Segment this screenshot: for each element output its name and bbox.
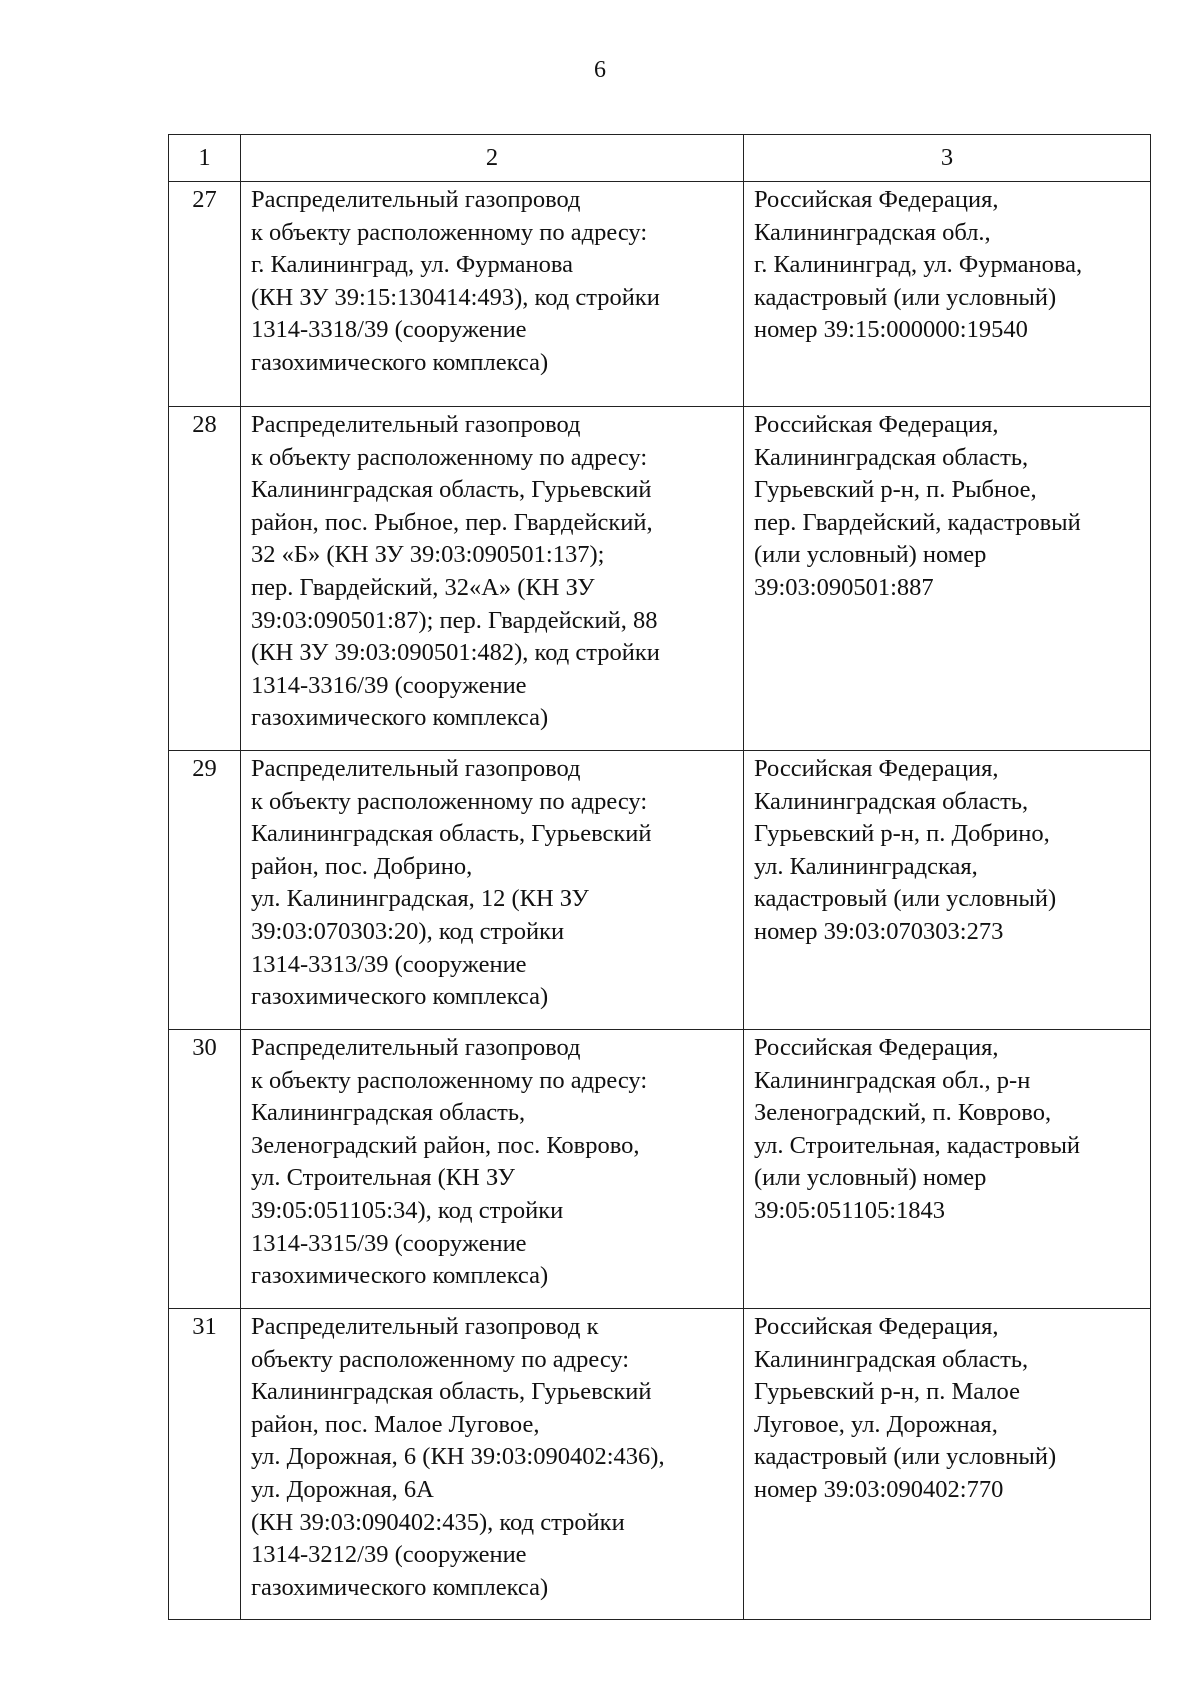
location-line: Гурьевский р-н, п. Рыбное, bbox=[754, 476, 1037, 504]
location-line: пер. Гвардейский, кадастровый bbox=[754, 508, 1081, 536]
object-line: к объекту расположенному по адресу: bbox=[251, 218, 648, 246]
location-line: Российская Федерация, bbox=[754, 1034, 999, 1061]
object-line: газохимического комплекса) bbox=[251, 1573, 549, 1601]
object-line: 32 «Б» (КН ЗУ 39:03:090501:137); bbox=[251, 541, 605, 569]
object-line: (КН 39:03:090402:435), код стройки bbox=[251, 1508, 625, 1536]
object-line: г. Калининград, ул. Фурманова bbox=[251, 251, 574, 279]
location-line: кадастровый (или условный) bbox=[754, 885, 1057, 913]
location-line: кадастровый (или условный) bbox=[754, 1443, 1057, 1471]
object-line: 1314-3212/39 (сооружение bbox=[251, 1541, 527, 1569]
table-row bbox=[169, 1309, 1151, 1620]
object-line: район, пос. Рыбное, пер. Гвардейский, bbox=[251, 508, 653, 536]
object-location bbox=[744, 182, 1151, 407]
object-line: Калининградская область, Гурьевский bbox=[251, 1378, 652, 1406]
object-line: 39:03:090501:87); пер. Гвардейский, 88 bbox=[251, 606, 658, 634]
object-location bbox=[744, 1030, 1151, 1309]
location-line: Зеленоградский, п. Коврово, bbox=[754, 1099, 1052, 1127]
location-line: Российская Федерация, bbox=[754, 186, 999, 213]
row-number: 28 bbox=[169, 407, 241, 751]
location-line: Калининградская обл., р-н bbox=[754, 1066, 1031, 1094]
object-description bbox=[241, 1309, 744, 1620]
object-line: Распределительный газопровод к bbox=[251, 1313, 599, 1340]
object-location bbox=[744, 751, 1151, 1030]
object-line: Калининградская область, bbox=[251, 1099, 526, 1127]
row-number: 27 bbox=[169, 182, 241, 407]
location-line: Луговое, ул. Дорожная, bbox=[754, 1410, 998, 1438]
object-line: газохимического комплекса) bbox=[251, 348, 549, 376]
objects-table bbox=[168, 134, 1151, 1620]
object-line: ул. Дорожная, 6 (КН 39:03:090402:436), bbox=[251, 1443, 665, 1471]
location-line: кадастровый (или условный) bbox=[754, 283, 1057, 311]
object-line: 1314-3315/39 (сооружение bbox=[251, 1229, 527, 1257]
object-line: пер. Гвардейский, 32«А» (КН ЗУ bbox=[251, 573, 595, 601]
location-line: номер 39:15:000000:19540 bbox=[754, 316, 1028, 344]
location-line: 39:05:051105:1843 bbox=[754, 1196, 946, 1224]
object-line: Распределительный газопровод bbox=[251, 1034, 581, 1061]
header-col-2: 2 bbox=[241, 135, 744, 182]
object-line: газохимического комплекса) bbox=[251, 983, 549, 1011]
location-line: Калининградская область, bbox=[754, 787, 1029, 815]
object-line: к объекту расположенному по адресу: bbox=[251, 787, 648, 815]
row-number: 30 bbox=[169, 1030, 241, 1309]
header-col-1: 1 bbox=[169, 135, 241, 182]
object-line: район, пос. Добрино, bbox=[251, 852, 473, 880]
location-line: г. Калининград, ул. Фурманова, bbox=[754, 251, 1083, 279]
object-description bbox=[241, 751, 744, 1030]
object-line: к объекту расположенному по адресу: bbox=[251, 1066, 648, 1094]
row-number: 31 bbox=[169, 1309, 241, 1620]
location-line: Российская Федерация, bbox=[754, 411, 999, 438]
row-number: 29 bbox=[169, 751, 241, 1030]
object-line: к объекту расположенному по адресу: bbox=[251, 443, 648, 471]
table-row bbox=[169, 751, 1151, 1030]
object-line: ул. Дорожная, 6А bbox=[251, 1475, 434, 1503]
location-line: Калининградская область, bbox=[754, 443, 1029, 471]
object-line: 1314-3316/39 (сооружение bbox=[251, 671, 527, 699]
object-line: газохимического комплекса) bbox=[251, 704, 549, 732]
location-line: (или условный) номер bbox=[754, 541, 987, 569]
object-line: Калининградская область, Гурьевский bbox=[251, 820, 652, 848]
location-line: Гурьевский р-н, п. Малое bbox=[754, 1378, 1020, 1406]
location-line: ул. Строительная, кадастровый bbox=[754, 1131, 1081, 1159]
object-line: (КН ЗУ 39:15:130414:493), код стройки bbox=[251, 283, 660, 311]
object-location bbox=[744, 1309, 1151, 1620]
object-line: Распределительный газопровод bbox=[251, 755, 581, 782]
object-line: Калининградская область, Гурьевский bbox=[251, 476, 652, 504]
object-line: Зеленоградский район, пос. Коврово, bbox=[251, 1131, 640, 1159]
table-row bbox=[169, 1030, 1151, 1309]
page-number: 6 bbox=[594, 57, 606, 83]
location-line: 39:03:090501:887 bbox=[754, 573, 934, 601]
header-row bbox=[169, 135, 1151, 182]
location-line: Калининградская обл., bbox=[754, 218, 991, 246]
object-description bbox=[241, 182, 744, 407]
object-line: 39:05:051105:34), код стройки bbox=[251, 1196, 564, 1224]
location-line: Российская Федерация, bbox=[754, 1313, 999, 1340]
location-line: номер 39:03:090402:770 bbox=[754, 1475, 1004, 1503]
object-description bbox=[241, 407, 744, 751]
location-line: (или условный) номер bbox=[754, 1164, 987, 1192]
header-col-3: 3 bbox=[744, 135, 1151, 182]
object-line: Распределительный газопровод bbox=[251, 411, 581, 438]
object-line: 1314-3318/39 (сооружение bbox=[251, 316, 527, 344]
object-description bbox=[241, 1030, 744, 1309]
object-line: газохимического комплекса) bbox=[251, 1262, 549, 1290]
object-line: район, пос. Малое Луговое, bbox=[251, 1410, 540, 1438]
object-line: объекту расположенному по адресу: bbox=[251, 1345, 630, 1373]
object-line: (КН ЗУ 39:03:090501:482), код стройки bbox=[251, 639, 660, 667]
object-line: ул. Калининградская, 12 (КН ЗУ bbox=[251, 885, 589, 913]
object-line: 1314-3313/39 (сооружение bbox=[251, 950, 527, 978]
table-row bbox=[169, 407, 1151, 751]
location-line: Российская Федерация, bbox=[754, 755, 999, 782]
table-row bbox=[169, 182, 1151, 407]
object-line: 39:03:070303:20), код стройки bbox=[251, 917, 565, 945]
object-line: ул. Строительная (КН ЗУ bbox=[251, 1164, 515, 1192]
location-line: номер 39:03:070303:273 bbox=[754, 917, 1004, 945]
location-line: Калининградская область, bbox=[754, 1345, 1029, 1373]
location-line: Гурьевский р-н, п. Добрино, bbox=[754, 820, 1050, 848]
location-line: ул. Калининградская, bbox=[754, 852, 978, 880]
object-line: Распределительный газопровод bbox=[251, 186, 581, 213]
object-location bbox=[744, 407, 1151, 751]
